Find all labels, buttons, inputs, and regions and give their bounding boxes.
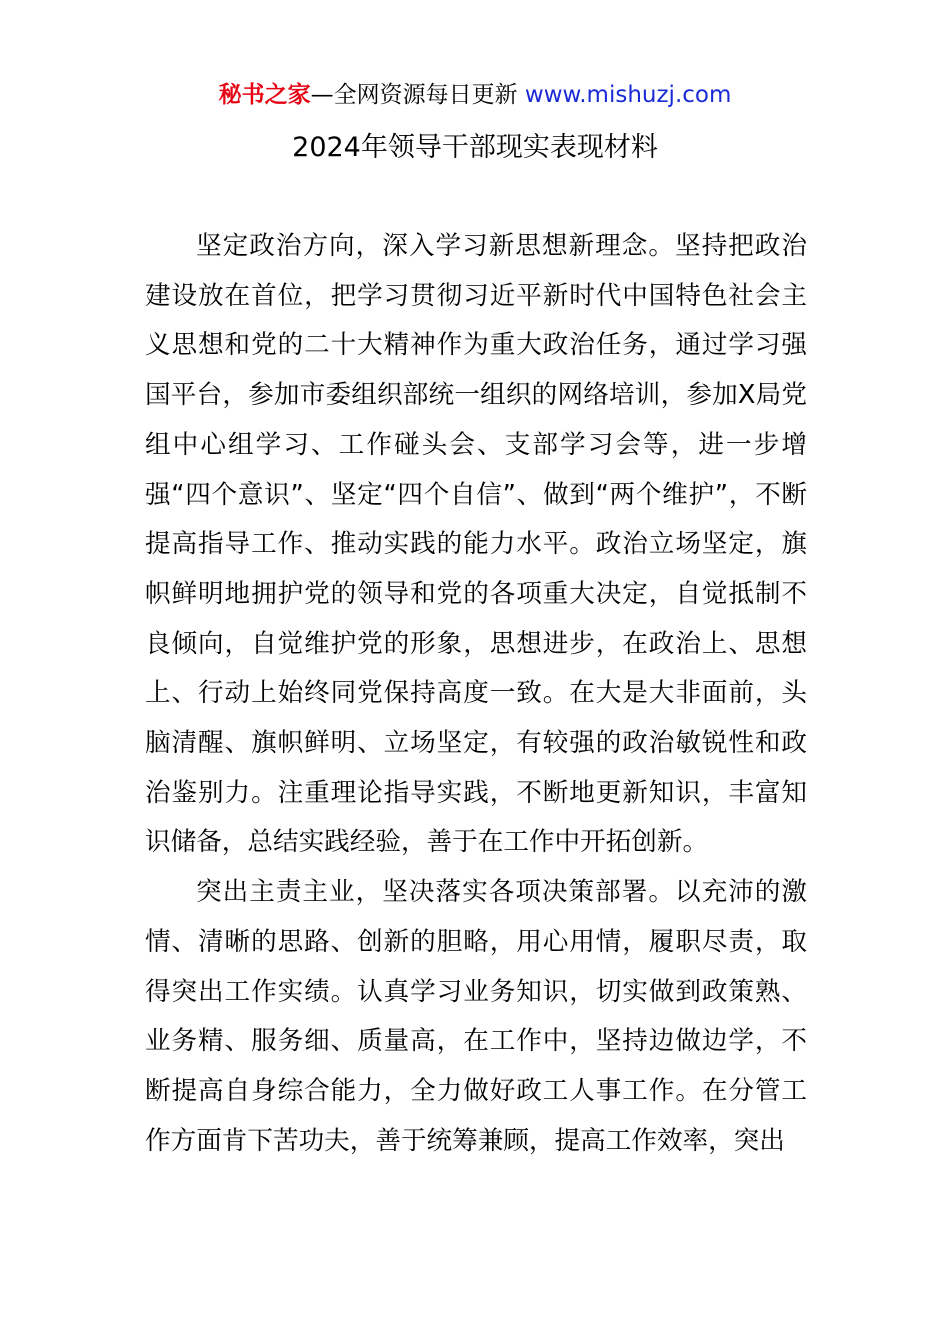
paragraph: 突出主责主业，坚决落实各项决策部署。以充沛的激情、清晰的思路、创新的胆略，用心用情，履职尽责，取得突出工作实绩。认真学习业务知识，切实做到政策熟、业务精、服务细、质量高，在工作中，坚持边做边学，不断提高自身综合能力，全力做好政工人事工作。在分管工作方面肯下苦功夫，善于统筹兼顾，提高工作效率，突出 xyxy=(145,877,807,1156)
site-header xyxy=(0,78,950,112)
site-slogan: —全网资源每日更新 xyxy=(310,82,518,108)
site-brand: 秘书之家 xyxy=(218,82,311,108)
document-title: 2024年领导干部现实表现材料 xyxy=(292,132,658,163)
document-body xyxy=(145,222,807,1166)
site-url-link[interactable]: www.mishuzj.com xyxy=(524,82,732,108)
paragraph: 坚定政治方向，深入学习新思想新理念。坚持把政治建设放在首位，把学习贯彻习近平新时代中国特色社会主义思想和党的二十大精神作为重大政治任务，通过学习强国平台，参加市委组织部统一组织的网络培训，参加X局党组中心组学习、工作碰头会、支部学习会等，进一步增强“四个意识”、坚定“四个自信”、做到“两个维护”，不断提高指导工作、推动实践的能力水平。政治立场坚定，旗帜鲜明地拥护党的领导和党的各项重大决定，自觉抵制不良倾向，自觉维护党的形象，思想进步，在政治上、思想上、行动上始终同党保持高度一致。在大是大非面前，头脑清醒、旗帜鲜明、立场坚定，有较强的政治敏锐性和政治鉴别力。注重理论指导实践，不断地更新知识，丰富知识储备，总结实践经验，善于在工作中开拓创新。 xyxy=(145,231,807,858)
